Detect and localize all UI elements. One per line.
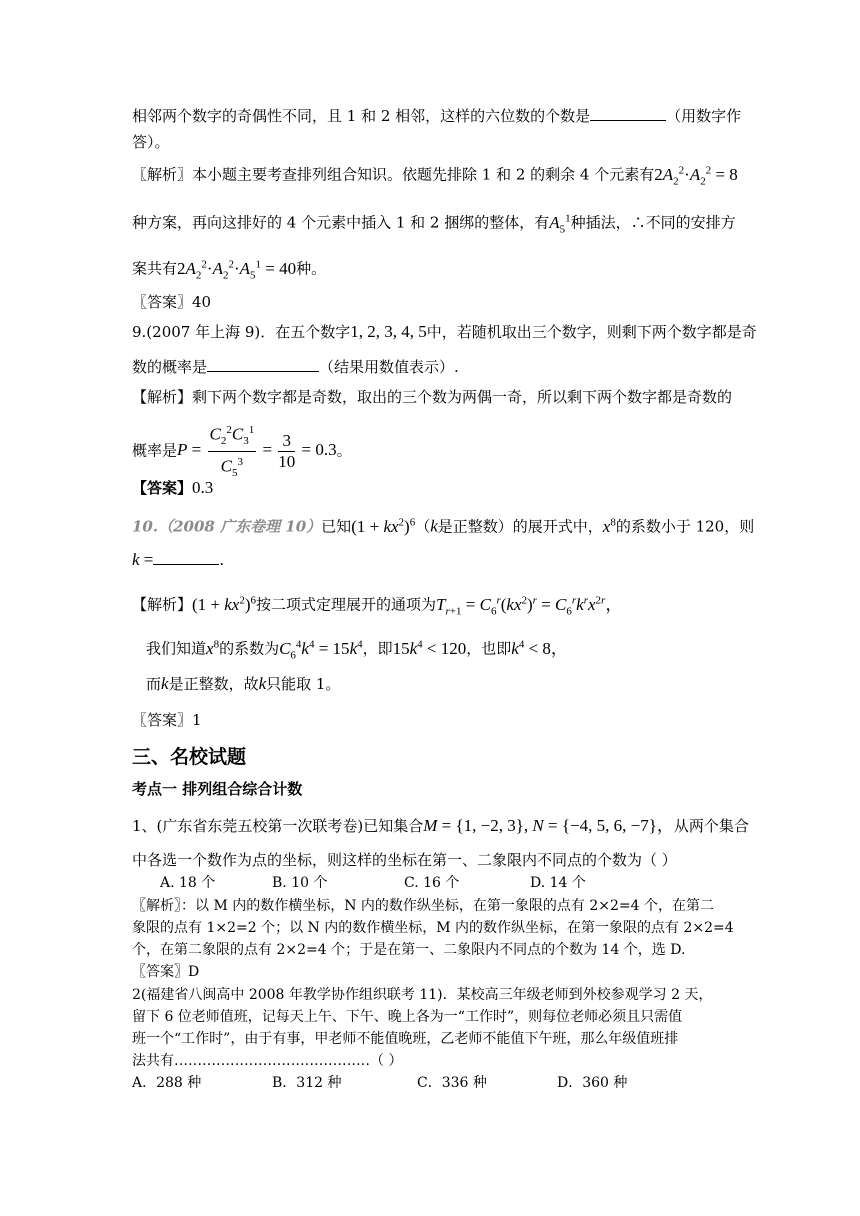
q1-answer: 〖答案〗D — [132, 964, 200, 980]
problem8-analysis-line3 — [132, 254, 326, 285]
q2-line2: 留下 6 位老师值班，记每天上午、下午、晚上各为一“工作时”，则每位老师必须且只需值 — [132, 1009, 683, 1025]
formula: k = — [132, 550, 154, 569]
option-a: A．288 种 — [132, 1075, 202, 1091]
formula: $T_{r+1} = C_6^r(kx^2)^r = C_6^rk^rx^{2r}$， — [436, 594, 623, 618]
section-title: 三、名校试题 — [132, 746, 247, 768]
text: 是正整数，故 — [168, 675, 259, 693]
text: 。 — [336, 441, 352, 460]
variable: k — [258, 674, 267, 693]
text: （结果用数值表示）. — [319, 358, 459, 376]
text: 的系数小于 120，则 — [615, 517, 755, 536]
formula: $x^8$ — [206, 638, 220, 658]
fraction: $\frac{3}{10}$ — [278, 431, 296, 472]
formula: P = $\frac{C_2^2C_3^1}{C_5^3}$ = $\frac{3}{10}$ = 0.3 — [177, 440, 337, 459]
text: 是正整数）的展开式中， — [437, 517, 603, 536]
text: 种插法，∴不同的安排方 — [570, 213, 736, 232]
answer-blank — [590, 106, 666, 121]
q2-options — [132, 1073, 627, 1093]
text: 而 — [146, 675, 162, 693]
text: 〖解析〗本小题主要考查排列组合知识。依题先排除 1 和 2 的剩余 4 个元素有 — [132, 165, 655, 184]
variable: k — [430, 516, 438, 536]
problem8-analysis-line1 — [132, 160, 738, 191]
q1-line2: 中各选一个数作为点的坐标，则这样的坐标在第一、二象限内不同点的个数为（ ） — [132, 851, 677, 869]
formula: M = {1, −2, 3}, N = {−4, 5, 6, −7}， — [423, 816, 674, 835]
answer-value: 0.3 — [192, 478, 214, 497]
q1-line1 — [132, 816, 749, 836]
problem10-analysis-line1 — [132, 590, 622, 621]
answer-label: 【答案】 — [132, 479, 193, 497]
variable: k — [161, 674, 169, 693]
text: 按二项式定理展开的通项为 — [256, 595, 437, 614]
q1-explanation-line1: 〖解析〗：以 M 内的数作横坐标，N 内的数作纵坐标，在第一象限的点有 2×2=4 个，在第二 — [132, 898, 715, 914]
problem9-line1 — [132, 322, 757, 342]
option-a: A. 18 个 — [160, 875, 216, 891]
text: 案共有 — [132, 259, 178, 278]
answer-blank — [207, 357, 319, 372]
problem10-analysis-line3 — [146, 674, 340, 694]
q2-line3: 班一个“工作时”，由于有事，甲老师不能值晚班，乙老师不能值下午班，那么年级值班排 — [132, 1031, 679, 1047]
formula: $(1 + kx^2)^6$ — [351, 516, 416, 536]
problem9-line2 — [132, 357, 459, 377]
formula: $(1 + kx^2)^6$ — [192, 594, 257, 614]
problem10-analysis-line2 — [146, 634, 568, 665]
formula: $2A_2^2\cdot A_2^2\cdot A_5^1 = 40$ — [177, 258, 297, 282]
option-c: C. 16 个 — [404, 875, 460, 891]
text: 的系数为 — [219, 639, 280, 658]
text: 概率是 — [132, 441, 178, 460]
option-c: C．336 种 — [417, 1075, 487, 1091]
problem8-line1 — [132, 106, 741, 126]
formula: $15k^4 < 120$ — [392, 638, 467, 658]
formula: $A_5^1$ — [549, 212, 571, 236]
text: （用数字作 — [666, 107, 742, 125]
digits: 1, 2, 3, 4, 5 — [350, 322, 427, 341]
problem9-analysis-line2 — [132, 420, 352, 483]
text: 9.(2007 年上海 9)．在五个数字 — [132, 323, 351, 341]
formula: $x^8$ — [602, 516, 616, 536]
option-b: B．312 种 — [272, 1075, 342, 1091]
text: 种。 — [296, 259, 327, 278]
text: 数的概率是 — [132, 358, 208, 376]
q2-line4: 法共有……………………………………（ ） — [132, 1053, 403, 1069]
problem8-line2: 答）。 — [132, 133, 170, 151]
q1-explanation-line3: 个，在第二象限的点有 2×2=4 个；于是在第一、二象限内不同点的个数为 14 个，选 D. — [132, 942, 686, 958]
text: 相邻两个数字的奇偶性不同，且 1 和 2 相邻，这样的六位数的个数是 — [132, 107, 591, 125]
text: 从两个集合 — [673, 817, 749, 835]
text: 【解析】 — [132, 595, 193, 614]
formula: $C_6^4k^4 = 15k^4$ — [279, 638, 363, 662]
option-b: B. 10 个 — [272, 875, 328, 891]
text: ，也即 — [466, 639, 512, 658]
text: 1、(广东省东莞五校第一次联考卷)已知集合 — [132, 817, 424, 835]
problem10-answer: 〖答案〗1 — [132, 711, 202, 729]
formula: $2A_2^2\cdot A_2^2 = 8$ — [654, 164, 738, 188]
problem-source: 10.（2008 广东卷理 10） — [132, 517, 322, 536]
problem10-line1 — [132, 512, 754, 537]
option-d: D．360 种 — [557, 1075, 628, 1091]
text: 已知 — [321, 517, 352, 536]
problem10-line2 — [132, 550, 224, 570]
q1-options — [160, 873, 586, 893]
text: （ — [415, 517, 431, 536]
kaodian-heading: 考点一 排列组合综合计数 — [132, 780, 303, 798]
fraction: $\frac{C_2^2C_3^1}{C_5^3}$ — [208, 420, 257, 483]
problem8-answer: 〖答案〗40 — [132, 293, 212, 311]
text: 只能取 1。 — [266, 675, 341, 693]
problem9-answer — [132, 478, 213, 498]
problem8-analysis-line2 — [132, 208, 736, 239]
formula: $k^4 < 8$， — [511, 638, 568, 658]
q1-explanation-line2: 象限的点有 1×2=2 个；以 N 内的数作横坐标，M 内的数作纵坐标，在第一象限的点有 2×2=4 — [132, 920, 734, 936]
text: ，即 — [362, 639, 393, 658]
q2-line1: 2(福建省八闽高中 2008 年教学协作组织联考 11)．某校高三年级老师到外校参观学习 2 天， — [132, 987, 713, 1003]
text: 我们知道 — [146, 639, 207, 658]
period: . — [219, 551, 225, 569]
answer-blank — [153, 550, 219, 565]
option-d: D. 14 个 — [530, 875, 586, 891]
problem9-analysis-line1: 【解析】剩下两个数字都是奇数，取出的三个数为两偶一奇，所以剩下两个数字都是奇数的 — [132, 388, 733, 406]
text: 中，若随机取出三个数字，则剩下两个数字都是奇 — [426, 323, 757, 341]
text: 种方案，再向这排好的 4 个元素中插入 1 和 2 捆绑的整体，有 — [132, 213, 550, 232]
